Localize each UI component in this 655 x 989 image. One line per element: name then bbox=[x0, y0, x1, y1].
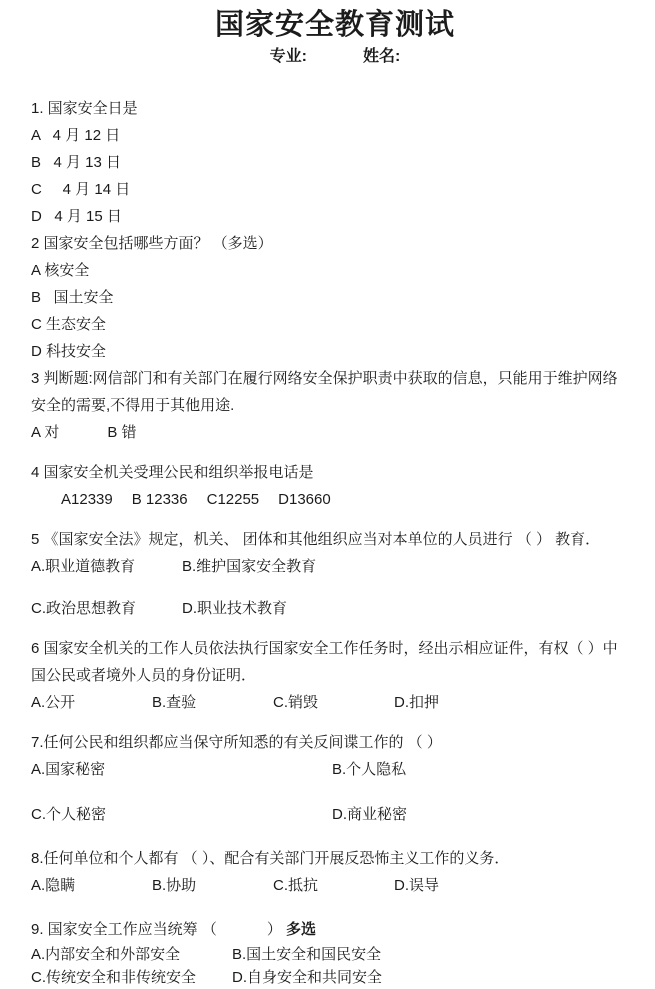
question-8-option-B: B.协助 bbox=[152, 877, 197, 894]
question-7-option-A: A.国家秘密 bbox=[31, 761, 106, 778]
question-7-option-D: D.商业秘密 bbox=[332, 806, 408, 823]
question-stem-text: 6 国家安全机关的工作人员依法执行国家安全工作任务时，经出示相应证件，有权（ ）中 bbox=[31, 640, 618, 657]
question-stem-text: 2 国家安全包括哪些方面？ （多选） bbox=[31, 235, 273, 252]
question-7-option-C: C.个人秘密 bbox=[31, 806, 107, 823]
question-stem-text: 9. 国家安全工作应当统筹 （ ） bbox=[31, 921, 287, 938]
question-3-stem bbox=[31, 365, 639, 392]
question-3 bbox=[31, 365, 639, 446]
question-1-option-B: B 4 月 13 日 bbox=[31, 154, 122, 171]
question-1-stem bbox=[31, 95, 639, 122]
question-7-stem bbox=[31, 729, 639, 756]
question-9 bbox=[31, 916, 639, 989]
question-1-option-C: C 4 月 14 日 bbox=[31, 181, 131, 198]
question-8-stem bbox=[31, 845, 639, 872]
question-3-stem bbox=[31, 392, 639, 419]
question-9-option-B: B.国土安全和国民安全 bbox=[232, 946, 382, 963]
question-1-option-A: A 4 月 12 日 bbox=[31, 127, 121, 144]
question-5-option-A: A.职业道德教育 bbox=[31, 558, 136, 575]
question-7-option-B: B.个人隐私 bbox=[332, 761, 407, 778]
question-stem-text: 3 判断题:网信部门和有关部门在履行网络安全保护职责中获取的信息，只能用于维护网络 bbox=[31, 370, 618, 387]
question-2-options bbox=[31, 257, 639, 365]
question-6-option-D: D.扣押 bbox=[394, 694, 440, 711]
question-8-option-D: D.误导 bbox=[394, 877, 440, 894]
question-stem-text: 国公民或者境外人员的身份证明． bbox=[31, 667, 257, 684]
multi-select-tag: 多选 bbox=[286, 921, 317, 938]
question-2-option-A: A 核安全 bbox=[31, 262, 90, 279]
question-9-stem bbox=[31, 916, 639, 943]
question-8 bbox=[31, 845, 639, 899]
name-field-label: 姓名: bbox=[363, 48, 401, 65]
question-stem-text: 7.任何公民和组织都应当保守所知悉的有关反间谍工作的 （ ） bbox=[31, 734, 442, 751]
question-5-stem bbox=[31, 526, 639, 553]
question-7 bbox=[31, 729, 639, 828]
question-6-options bbox=[31, 689, 639, 716]
question-9-option-C: C.传统安全和非传统安全 bbox=[31, 969, 197, 986]
questions-list bbox=[31, 95, 639, 989]
question-8-options bbox=[31, 872, 639, 899]
question-stem-text: 8.任何单位和个人都有 （ ）、配合有关部门开展反恐怖主义工作的义务． bbox=[31, 850, 510, 867]
question-6-option-A: A.公开 bbox=[31, 694, 76, 711]
question-5-options bbox=[31, 553, 639, 622]
question-6-option-B: B.查验 bbox=[152, 694, 197, 711]
question-4-options bbox=[31, 486, 639, 513]
question-7-options bbox=[31, 756, 639, 828]
question-4-option-C: C12255 bbox=[206, 491, 260, 508]
question-1 bbox=[31, 95, 639, 230]
header-fields bbox=[31, 46, 639, 68]
question-stem-text: 1. 国家安全日是 bbox=[31, 100, 138, 117]
question-9-option-D: D.自身安全和共同安全 bbox=[232, 969, 383, 986]
question-8-option-C: C.抵抗 bbox=[273, 877, 319, 894]
question-6-stem bbox=[31, 635, 639, 662]
question-4-option-B: B 12336 bbox=[131, 491, 188, 508]
question-5 bbox=[31, 526, 639, 622]
question-5-option-C: C.政治思想教育 bbox=[31, 600, 137, 617]
question-9-options bbox=[31, 943, 639, 989]
question-stem-text: 安全的需要,不得用于其他用途. bbox=[31, 397, 235, 414]
question-8-option-A: A.隐瞒 bbox=[31, 877, 76, 894]
question-stem-text: 5 《国家安全法》规定，机关、 团体和其他组织应当对本单位的人员进行 （ ） 教育． bbox=[31, 531, 601, 548]
question-4-stem bbox=[31, 459, 639, 486]
question-4-option-D: D13660 bbox=[278, 491, 331, 508]
question-4 bbox=[31, 459, 639, 513]
question-2-option-D: D 科技安全 bbox=[31, 343, 107, 360]
question-1-option-D: D 4 月 15 日 bbox=[31, 208, 122, 225]
question-9-option-A: A.内部安全和外部安全 bbox=[31, 946, 181, 963]
page-title: 国家安全教育测试 bbox=[214, 9, 455, 41]
question-3-option-A: A 对 bbox=[31, 424, 60, 441]
question-2-option-B: B 国土安全 bbox=[31, 289, 114, 306]
question-3-options bbox=[31, 419, 639, 446]
question-5-option-B: B.维护国家安全教育 bbox=[182, 558, 317, 575]
question-6-option-C: C.销毁 bbox=[273, 694, 319, 711]
question-4-option-A: A12339 bbox=[61, 491, 113, 508]
question-2-stem bbox=[31, 230, 639, 257]
question-stem-text: 4 国家安全机关受理公民和组织举报电话是 bbox=[31, 464, 314, 481]
question-2-option-C: C 生态安全 bbox=[31, 316, 107, 333]
question-2 bbox=[31, 230, 639, 365]
question-6-stem bbox=[31, 662, 639, 689]
major-field-label: 专业: bbox=[269, 48, 307, 65]
question-3-option-B: B 错 bbox=[107, 424, 137, 441]
question-6 bbox=[31, 635, 639, 716]
question-1-options bbox=[31, 122, 639, 230]
question-5-option-D: D.职业技术教育 bbox=[182, 600, 288, 617]
